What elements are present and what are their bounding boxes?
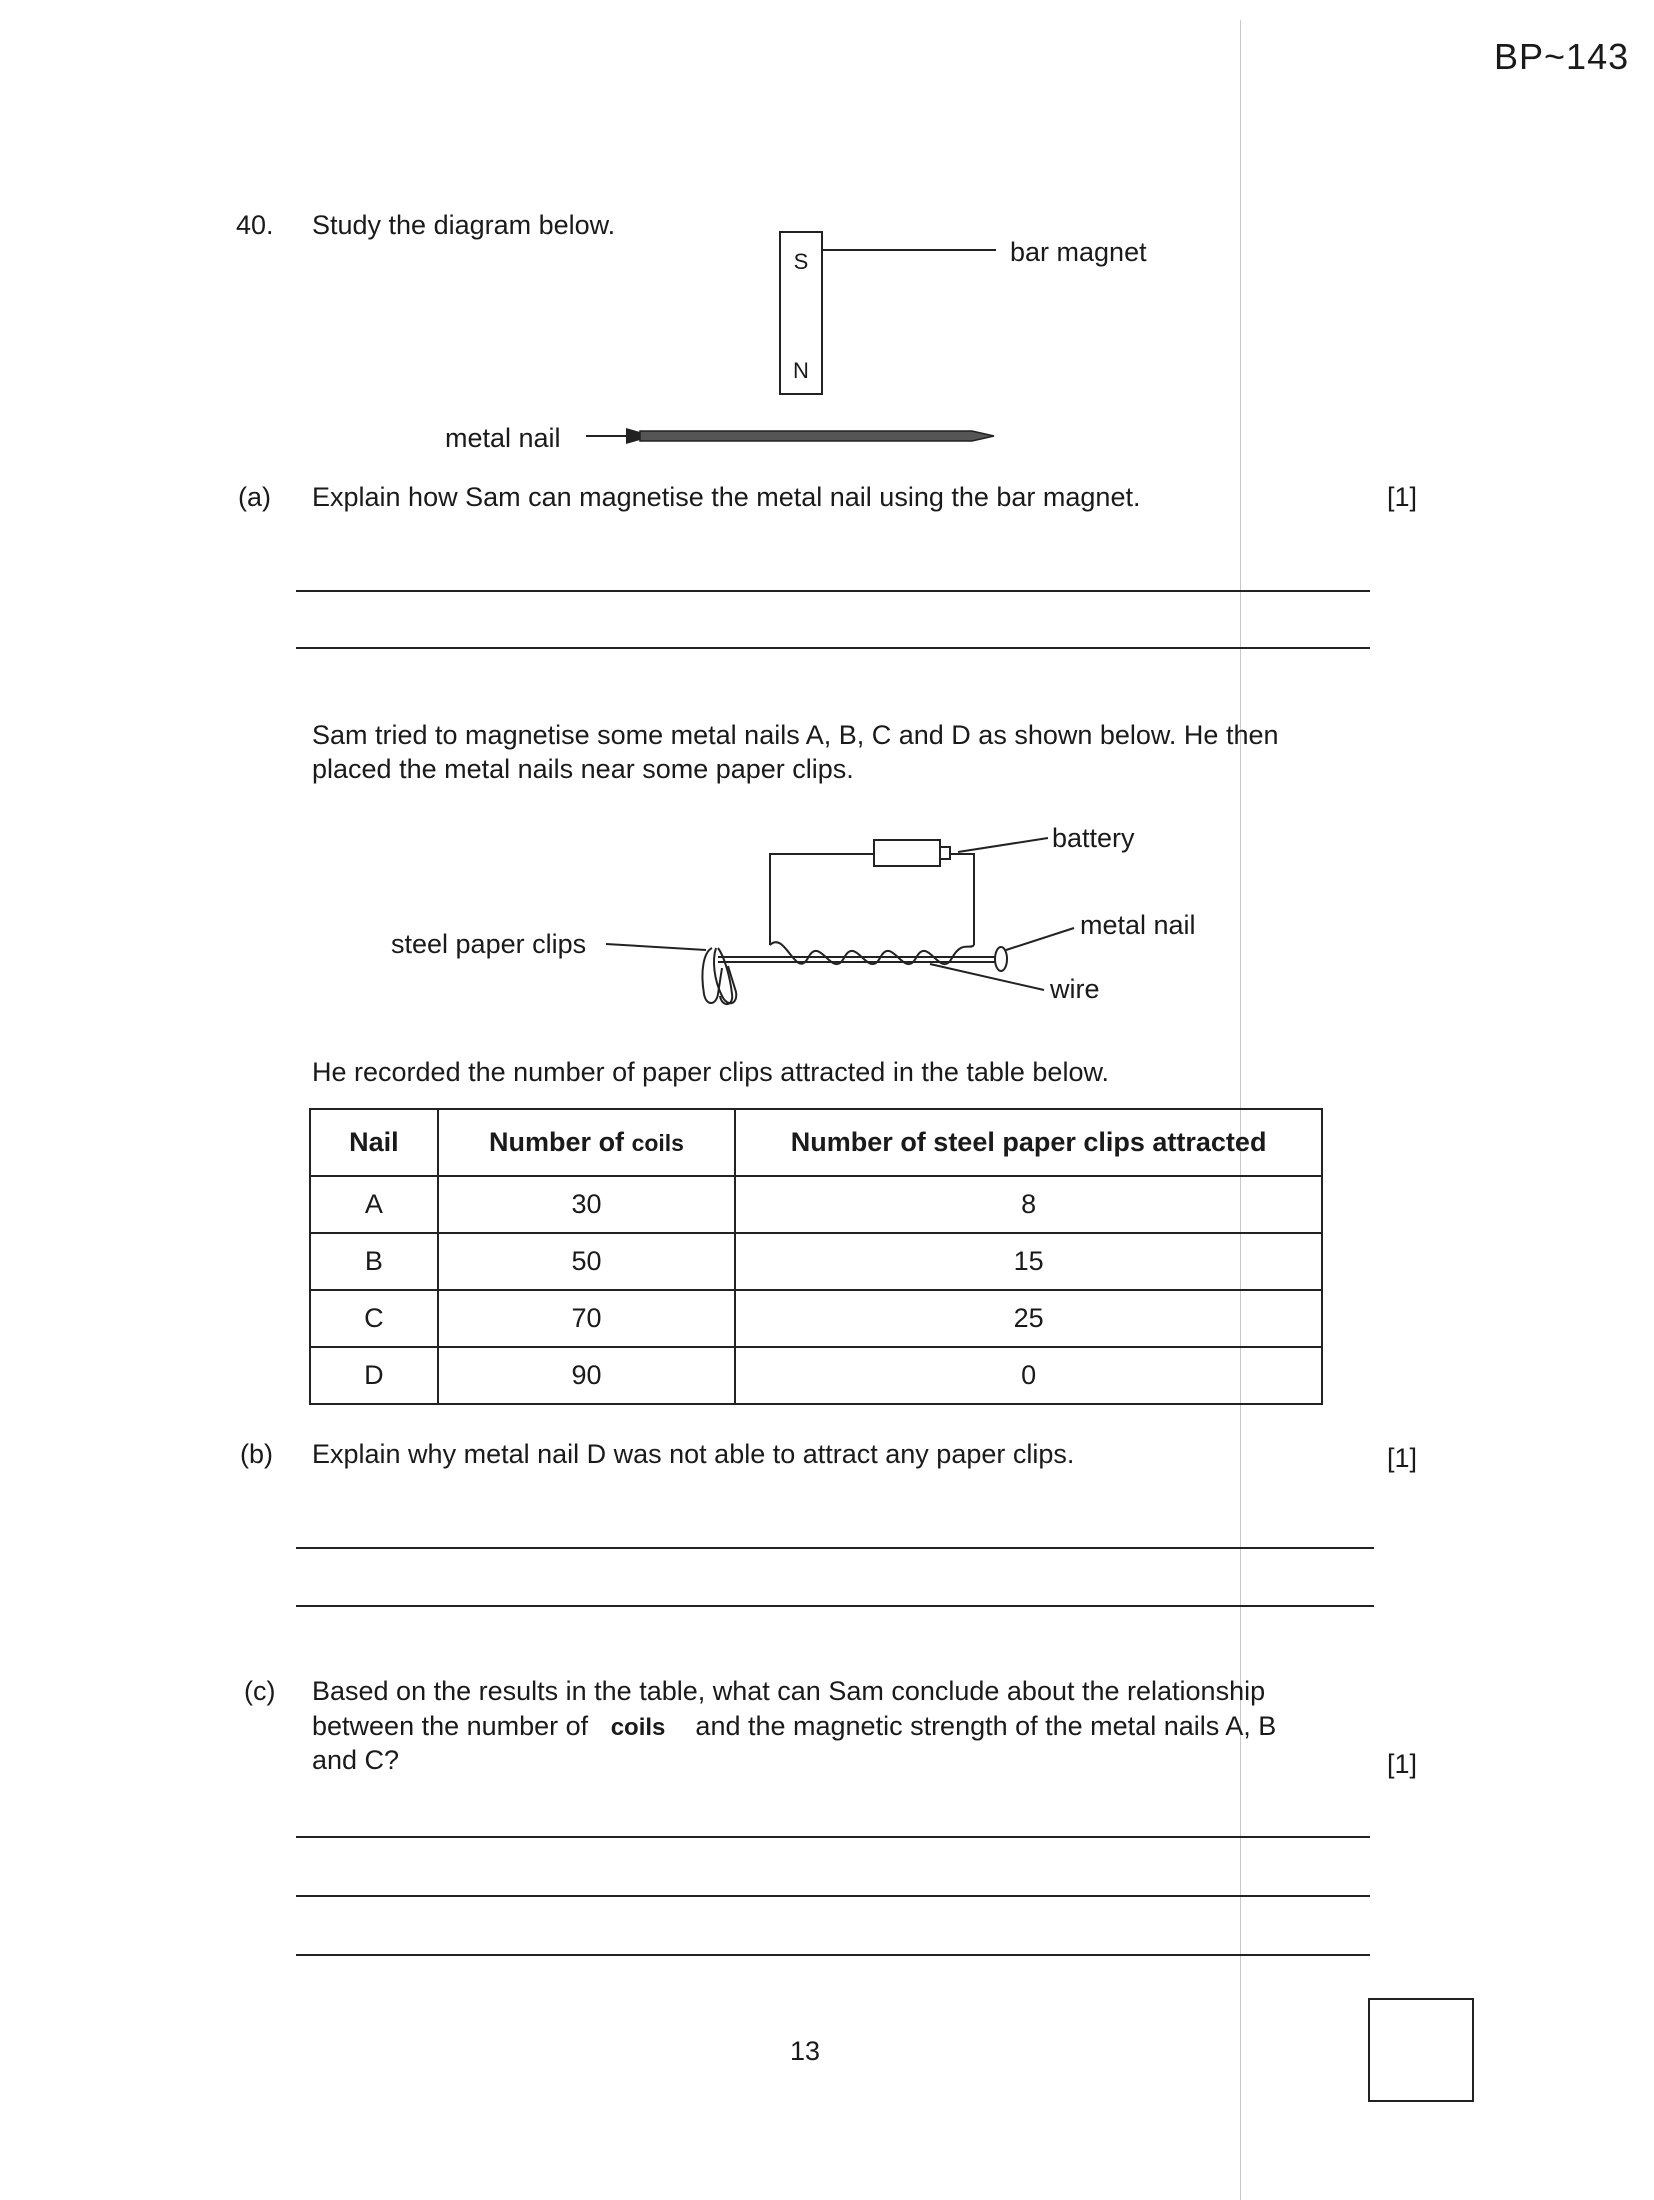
part-c-label: (c) bbox=[244, 1676, 276, 1706]
part-a-marks: [1] bbox=[1387, 482, 1418, 512]
magnet-pole-s: S bbox=[793, 249, 809, 274]
cell-coils: 50 bbox=[438, 1233, 735, 1290]
magnet-diagram bbox=[0, 0, 1654, 480]
page-code: BP~143 bbox=[1494, 36, 1630, 77]
cell-clips: 15 bbox=[735, 1233, 1322, 1290]
label-metal-nail-2: metal nail bbox=[1080, 910, 1196, 940]
answer-line-c3[interactable] bbox=[296, 1954, 1370, 1956]
cell-nail: D bbox=[310, 1347, 438, 1404]
circuit-wire-right bbox=[950, 854, 974, 945]
label-battery: battery bbox=[1052, 823, 1135, 853]
cell-nail: B bbox=[310, 1233, 438, 1290]
battery bbox=[874, 840, 940, 866]
answer-line-b1[interactable] bbox=[296, 1547, 1374, 1549]
nail-head bbox=[626, 428, 640, 444]
page-number: 13 bbox=[790, 2036, 821, 2066]
cell-nail: A bbox=[310, 1176, 438, 1233]
header-coils bbox=[438, 1109, 735, 1176]
setup-line-1: Sam tried to magnetise some metal nails A, B, C and D as shown below. He then bbox=[312, 720, 1279, 750]
label-wire: wire bbox=[1050, 974, 1100, 1004]
cell-clips: 8 bbox=[735, 1176, 1322, 1233]
setup-line-2: placed the metal nails near some paper clips. bbox=[312, 754, 854, 784]
header-coils-handwritten: coils bbox=[631, 1130, 684, 1156]
part-c-line-2a: between the number of bbox=[312, 1711, 589, 1741]
table-row bbox=[310, 1176, 1322, 1233]
header-clips: Number of steel paper clips attracted bbox=[735, 1109, 1322, 1176]
part-b-text: Explain why metal nail D was not able to attract any paper clips. bbox=[312, 1439, 1075, 1469]
table-row bbox=[310, 1233, 1322, 1290]
table-header-row bbox=[310, 1109, 1322, 1176]
table-intro: He recorded the number of paper clips attracted in the table below. bbox=[312, 1057, 1109, 1087]
part-a-text: Explain how Sam can magnetise the metal nail using the bar magnet. bbox=[312, 482, 1141, 512]
answer-line-a1[interactable] bbox=[296, 590, 1370, 592]
label-steel-paper-clips: steel paper clips bbox=[391, 929, 587, 959]
wire-coil bbox=[770, 942, 974, 964]
battery-leader-line bbox=[958, 838, 1048, 852]
cell-coils: 30 bbox=[438, 1176, 735, 1233]
results-table bbox=[309, 1108, 1323, 1405]
nail-leader-line-2 bbox=[1006, 928, 1074, 950]
cell-coils: 70 bbox=[438, 1290, 735, 1347]
part-c-line-1: Based on the results in the table, what can Sam conclude about the relationship bbox=[312, 1676, 1266, 1706]
label-metal-nail: metal nail bbox=[445, 423, 561, 453]
header-nail: Nail bbox=[310, 1109, 438, 1176]
part-a-label: (a) bbox=[238, 482, 271, 512]
cell-coils: 90 bbox=[438, 1347, 735, 1404]
part-b-label: (b) bbox=[240, 1439, 273, 1469]
electromagnet-diagram bbox=[0, 800, 1654, 1020]
cell-clips: 25 bbox=[735, 1290, 1322, 1347]
cell-clips: 0 bbox=[735, 1347, 1322, 1404]
battery-terminal bbox=[940, 847, 950, 859]
part-c-line-2 bbox=[312, 1709, 1276, 1745]
circuit-wire-left bbox=[770, 854, 874, 945]
marks-box[interactable] bbox=[1368, 1998, 1474, 2102]
header-coils-prefix: Number of bbox=[489, 1127, 625, 1157]
magnet-pole-n: N bbox=[793, 358, 809, 383]
part-c-marks: [1] bbox=[1387, 1749, 1418, 1779]
question-intro: Study the diagram below. bbox=[312, 210, 616, 240]
part-c-handwritten-coils: coils bbox=[610, 1714, 666, 1741]
table-row bbox=[310, 1347, 1322, 1404]
part-b-marks: [1] bbox=[1387, 1443, 1418, 1473]
answer-line-a2[interactable] bbox=[296, 647, 1370, 649]
question-number: 40. bbox=[236, 210, 274, 240]
answer-line-c1[interactable] bbox=[296, 1836, 1370, 1838]
metal-nail bbox=[640, 431, 994, 441]
label-bar-magnet: bar magnet bbox=[1010, 237, 1147, 267]
answer-line-c2[interactable] bbox=[296, 1895, 1370, 1897]
nail-head-2 bbox=[995, 947, 1007, 971]
cell-nail: C bbox=[310, 1290, 438, 1347]
clips-leader-line bbox=[606, 944, 706, 950]
answer-line-b2[interactable] bbox=[296, 1605, 1374, 1607]
table-row bbox=[310, 1290, 1322, 1347]
part-c-line-3: and C? bbox=[312, 1745, 400, 1775]
wire-leader-line bbox=[930, 964, 1044, 990]
part-c-line-2c: and the magnetic strength of the metal nails A, B bbox=[695, 1711, 1277, 1741]
